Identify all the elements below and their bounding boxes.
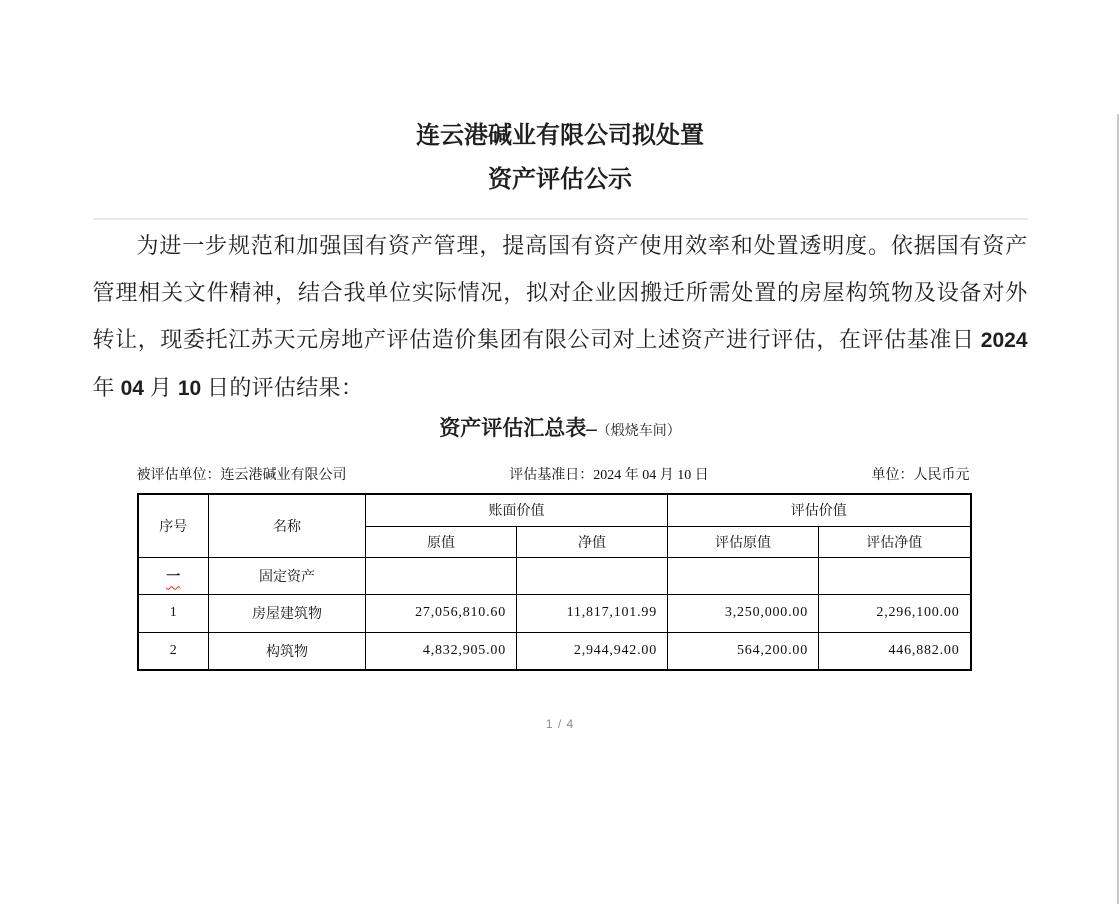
- table-meta-row: [137, 464, 970, 484]
- cell-original-value: [366, 557, 517, 594]
- col-header-net-value: 净值: [517, 526, 668, 557]
- document-title: [93, 114, 1028, 202]
- summary-table-title: [93, 412, 1028, 448]
- assessed-unit-label: 被评估单位：连云港碱业有限公司: [136, 468, 347, 483]
- col-header-name: 名称: [209, 494, 366, 557]
- document-title-line2: 资产评估公示: [488, 167, 632, 193]
- cell-original-value: 4,832,905.00: [366, 632, 517, 670]
- summary-title-main: 资产评估汇总表–: [439, 416, 597, 440]
- cell-appraisal-original: 564,200.00: [668, 632, 819, 670]
- cell-name: 房屋建筑物: [209, 594, 366, 632]
- appraisal-base-date-label: 评估基准日：2024 年 04 月 10 日: [509, 468, 709, 483]
- col-header-appraisal-original: 评估原值: [668, 526, 819, 557]
- document-page: [93, 114, 1028, 731]
- cell-net-value: 2,944,942.00: [517, 632, 668, 670]
- cell-appraisal-net: 2,296,100.00: [819, 594, 971, 632]
- summary-title-note: （煅烧车间）: [596, 424, 681, 439]
- table-row: [138, 632, 971, 670]
- cell-appraisal-net: 446,882.00: [819, 632, 971, 670]
- col-header-appraisal-net: 评估净值: [819, 526, 971, 557]
- appraisal-summary-table: [137, 493, 972, 671]
- intro-paragraph: 为进一步规范和加强国有资产管理，提高国有资产使用效率和处置透明度。依据国有资产管理相关文件精神，结合我单位实际情况，拟对企业因搬迁所需处置的房屋构筑物及设备对外转让，现委托江苏天元房地产评估造价集团有限公司对上述资产进行评估，在评估基准日 2024 年 04 月 10 日的评估结果：: [92, 233, 1028, 400]
- col-group-book-value: 账面价值: [366, 494, 668, 526]
- col-group-appraisal-value: 评估价值: [668, 494, 971, 526]
- cell-seq: 1: [138, 594, 209, 632]
- col-header-original-value: 原值: [366, 526, 517, 557]
- cell-appraisal-net: [819, 557, 971, 594]
- scrollbar-track[interactable]: [1117, 114, 1119, 904]
- title-divider: [93, 218, 1028, 220]
- cell-net-value: 11,817,101.99: [517, 594, 668, 632]
- cell-original-value: 27,056,810.60: [366, 594, 517, 632]
- seq-text-misspell-underline: 一: [166, 569, 181, 585]
- cell-net-value: [517, 557, 668, 594]
- cell-appraisal-original: 3,250,000.00: [668, 594, 819, 632]
- cell-seq: 2: [138, 632, 209, 670]
- document-title-line1: 连云港碱业有限公司拟处置: [416, 123, 704, 149]
- page-number: 1 / 4: [545, 717, 575, 731]
- cell-appraisal-original: [668, 557, 819, 594]
- col-header-seq: 序号: [138, 494, 209, 557]
- table-row-category: [138, 557, 971, 594]
- cell-seq: [138, 557, 209, 594]
- currency-unit-label: 单位：人民币元: [871, 468, 970, 483]
- cell-name: 构筑物: [209, 632, 366, 670]
- cell-name: 固定资产: [209, 557, 366, 594]
- table-row: [138, 594, 971, 632]
